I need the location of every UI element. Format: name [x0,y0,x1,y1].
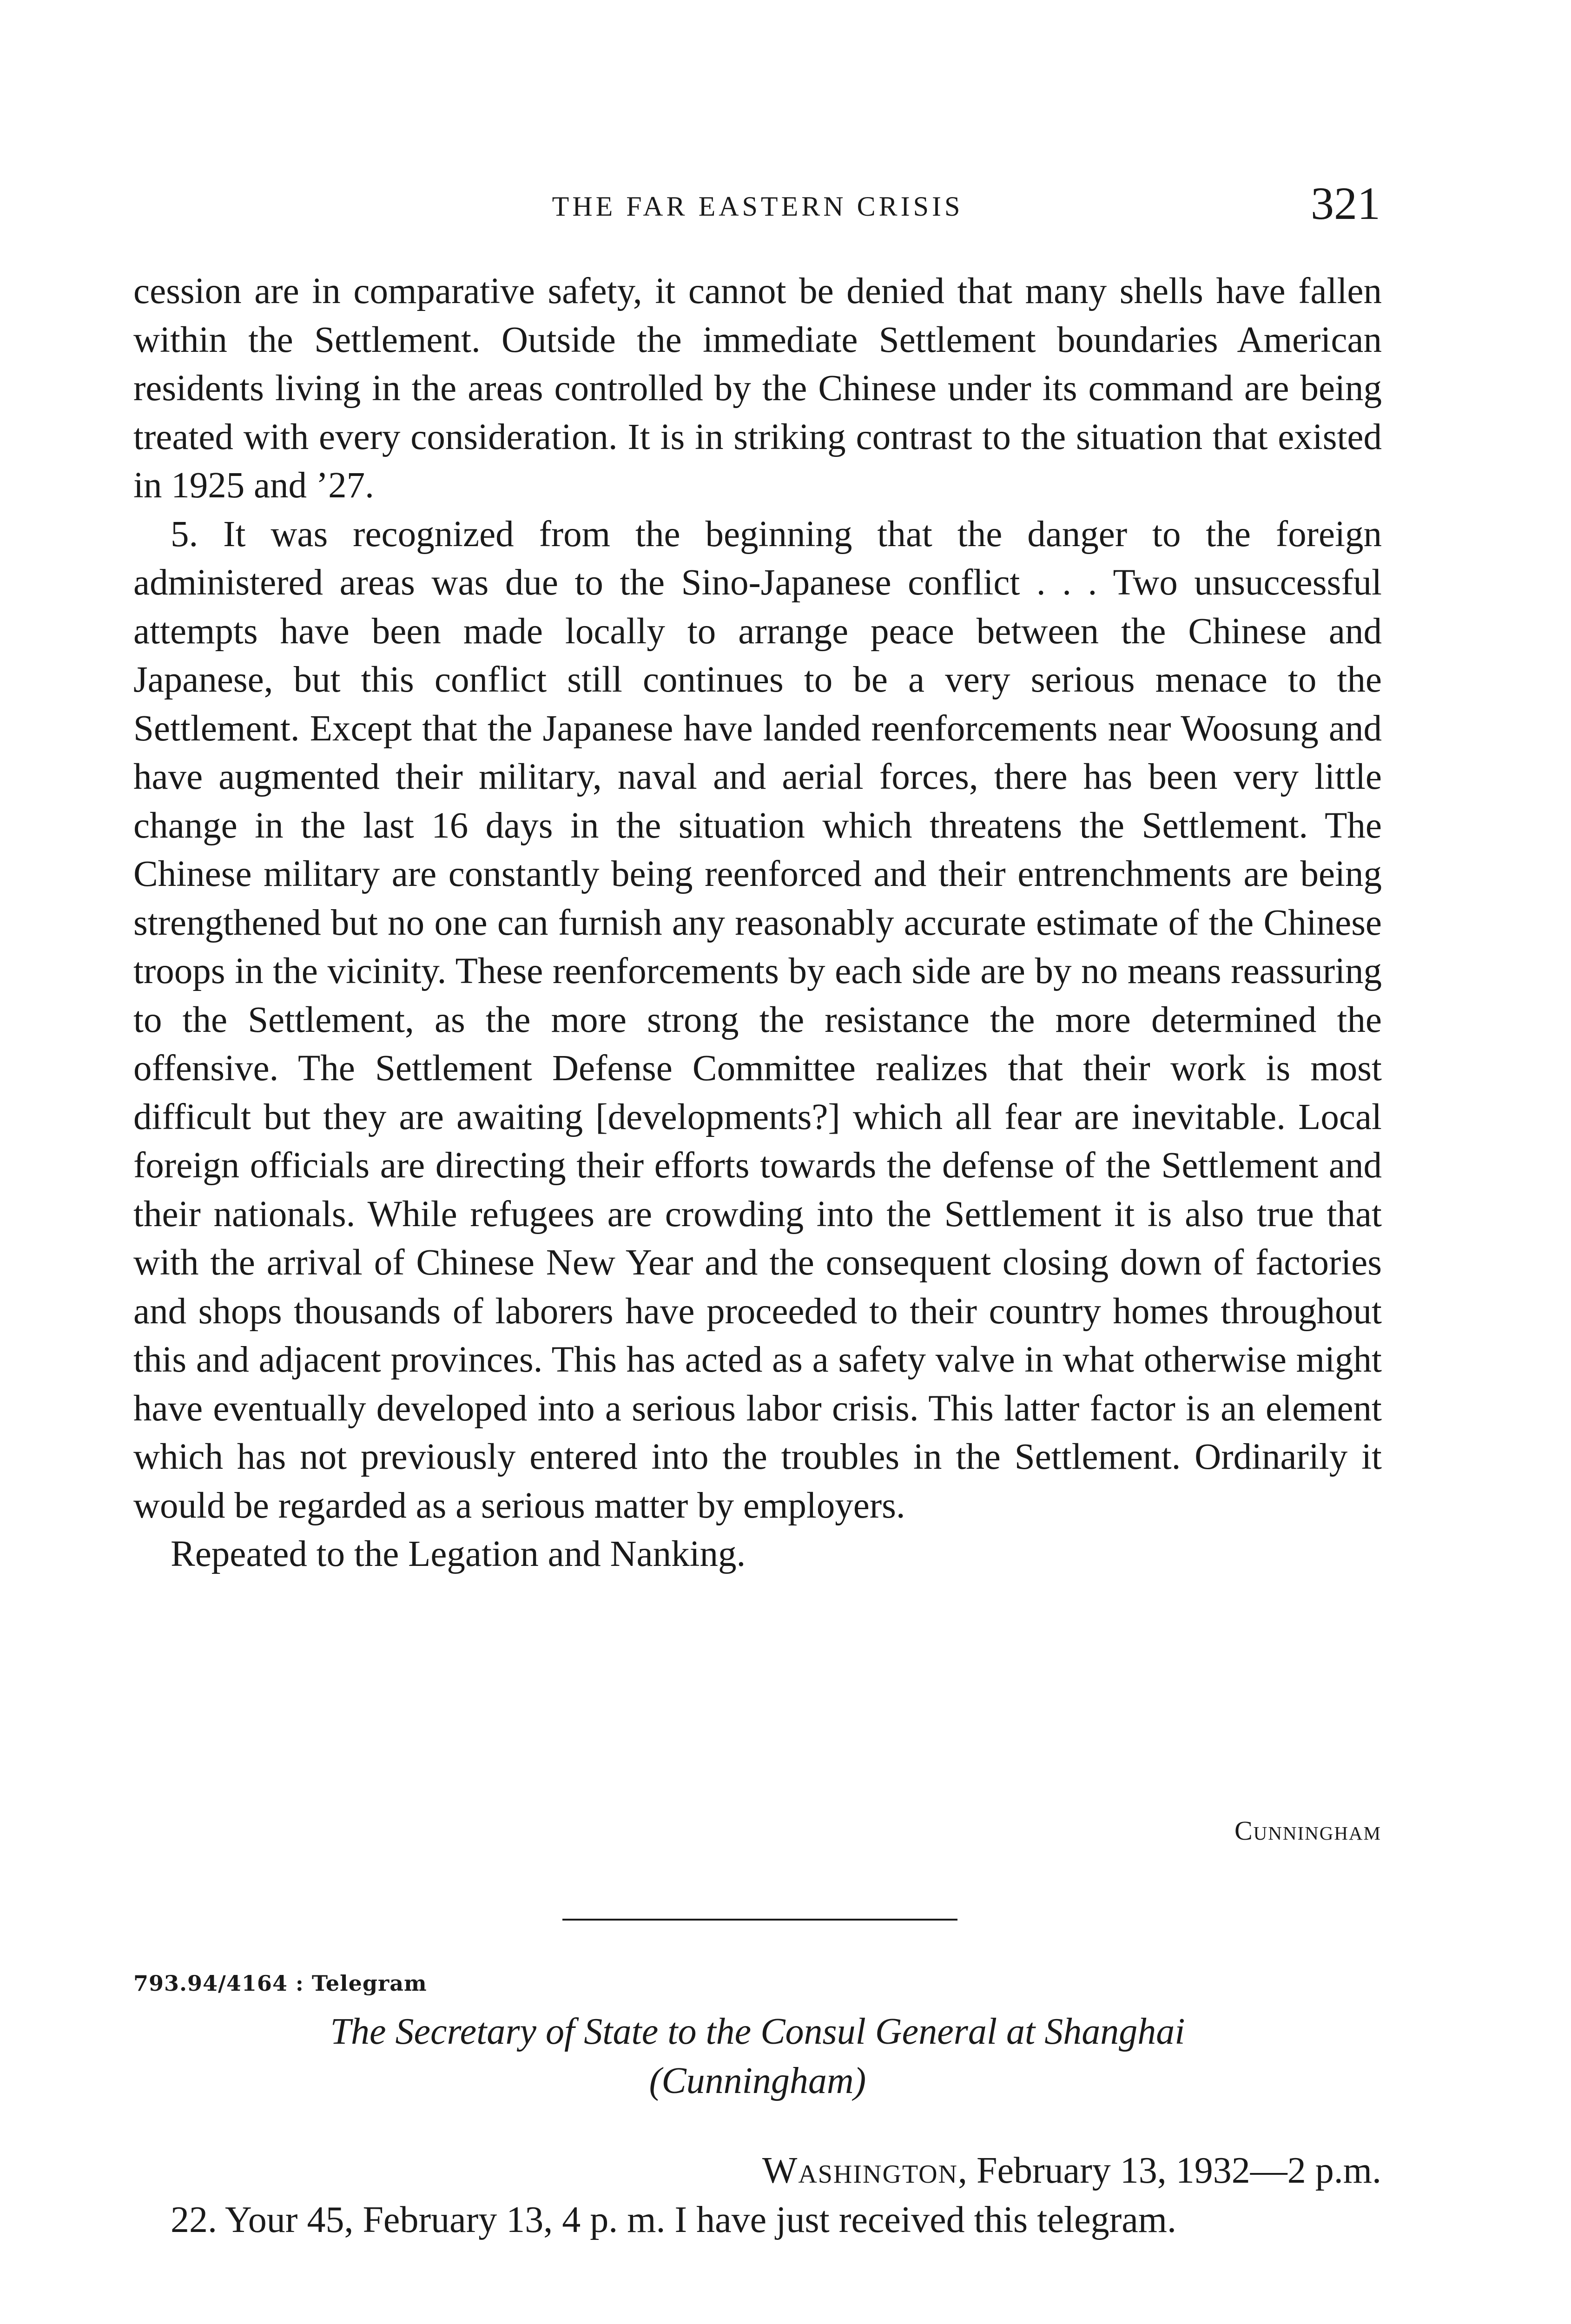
section-divider [562,1919,957,1921]
body-text [133,267,1382,1579]
telegram-paragraph: 22. Your 45, February 13, 4 p. m. I have just received this telegram. [171,2199,1177,2240]
dateline [762,2150,1381,2192]
dateline-place: Washington [762,2150,958,2191]
heading-line-1: The Secretary of State to the Consul General at Shanghai [330,2011,1185,2052]
paragraph-5: 5. It was recognized from the beginning that the danger to the foreign administered areas was due to the Sino-Japanese conflict . . . Two unsuccessful attempts have been made locally to arrange peace between the Chinese and Japanese, but this conflict still continues to be a very serious menace to the Settlement. Except that the Japanese have landed reenforcements near Woosung and have augmented their military, naval and aerial forces, there has been very little change in the last 16 days in the situation which threatens the Settlement. The Chinese military are constantly being reenforced and their entrenchments are being strengthened but no one can furnish any reasonably accurate estimate of the Chinese troops in the vicinity. These reenforcements by each side are by no means reassuring to the Settlement, as the more strong the resistance the more determined the offensive. The Settlement Defense Committee realizes that their work is most difficult but they are awaiting [developments?] which all fear are inevitable. Local foreign officials are directing their efforts towards the defense of the Settlement and their nationals. While refugees are crowding into the Settlement it is also true that with the arrival of Chinese New Year and the consequent closing down of factories and shops thousands of laborers have proceeded to their country homes throughout this and adjacent provinces. This has acted as a safety valve in what otherwise might have eventually developed into a serious labor crisis. This latter factor is an element which has not previously entered into the troubles in the Settlement. Ordinarily it would be regarded as a serious matter by employers. [133,514,1382,1526]
file-reference: 793.94/4164 : Telegram [133,1971,427,1996]
paragraph-continuation: cession are in comparative safety, it cannot be denied that many shells have fallen within the Settlement. Outside the immediate Settlement boundaries American residents living in the areas controlled by the Chinese under its command are being treated with every consideration. It is in striking contrast to the situation that existed in 1925 and ’27. [133,271,1382,506]
document-heading [133,2007,1382,2106]
paragraph-repeated: Repeated to the Legation and Nanking. [171,1534,746,1574]
signature: Cunningham [1234,1816,1381,1846]
telegram-text [133,2196,1382,2244]
running-title: THE FAR EASTERN CRISIS [552,191,964,222]
running-header [135,180,1380,236]
page-number: 321 [1311,178,1380,229]
dateline-date: , February 13, 1932—2 p.m. [957,2150,1381,2191]
heading-line-2: (Cunningham) [649,2060,866,2101]
